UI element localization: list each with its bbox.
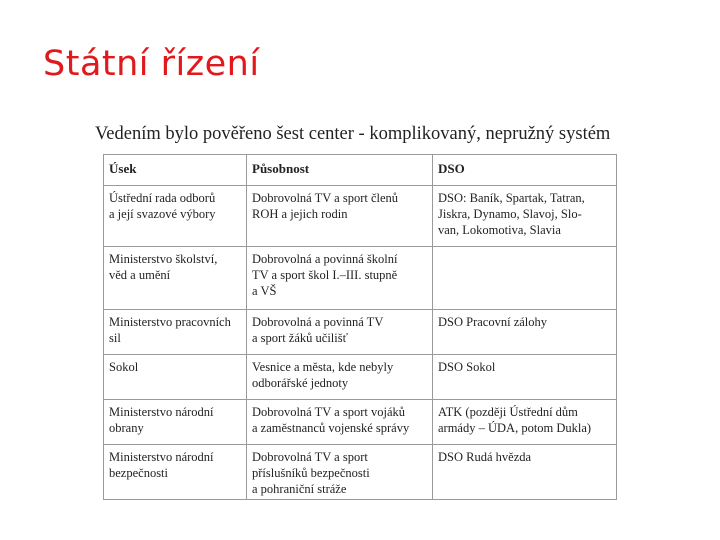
- column-header-dso: DSO: [433, 155, 617, 186]
- table-caption: Vedením bylo pověřeno šest center - komplikovaný, nepružný systém: [95, 124, 611, 144]
- table-row: [104, 445, 617, 500]
- organization-table: [103, 154, 617, 500]
- table-cell-usek: Ministerstvo školství, věd a umění: [104, 247, 247, 310]
- column-header-usek: Úsek: [104, 155, 247, 186]
- table-row: [104, 310, 617, 355]
- table-cell-usek: Ministerstvo národní obrany: [104, 400, 247, 445]
- table-cell-pusobnost: Dobrovolná a povinná školní TV a sport škol I.–III. stupně a VŠ: [247, 247, 433, 310]
- table-cell-usek: Ústřední rada odborů a její svazové výbory: [104, 186, 247, 247]
- table-cell-pusobnost: Dobrovolná TV a sport členů ROH a jejich rodin: [247, 186, 433, 247]
- column-header-pusobnost: Působnost: [247, 155, 433, 186]
- table-cell-dso: DSO Rudá hvězda: [433, 445, 617, 500]
- table-cell-pusobnost: Dobrovolná TV a sport příslušníků bezpečnosti a pohraniční stráže: [247, 445, 433, 500]
- table-cell-dso: [433, 247, 617, 310]
- table-cell-usek: Ministerstvo národní bezpečnosti: [104, 445, 247, 500]
- table-cell-dso: DSO: Baník, Spartak, Tatran, Jiskra, Dynamo, Slavoj, Slo- van, Lokomotiva, Slavia: [433, 186, 617, 247]
- table-header-row: [104, 155, 617, 186]
- table-cell-dso: DSO Pracovní zálohy: [433, 310, 617, 355]
- table-cell-usek: Sokol: [104, 355, 247, 400]
- table-cell-usek: Ministerstvo pracovních sil: [104, 310, 247, 355]
- table-row: [104, 186, 617, 247]
- table-cell-dso: ATK (později Ústřední dům armády – ÚDA, potom Dukla): [433, 400, 617, 445]
- table-row: [104, 355, 617, 400]
- slide-title: Státní řízení: [43, 44, 260, 84]
- table-cell-pusobnost: Vesnice a města, kde nebyly odborářské jednoty: [247, 355, 433, 400]
- table-row: [104, 247, 617, 310]
- table-cell-dso: DSO Sokol: [433, 355, 617, 400]
- table-cell-pusobnost: Dobrovolná a povinná TV a sport žáků učilišť: [247, 310, 433, 355]
- table-row: [104, 400, 617, 445]
- table-cell-pusobnost: Dobrovolná TV a sport vojáků a zaměstnanců vojenské správy: [247, 400, 433, 445]
